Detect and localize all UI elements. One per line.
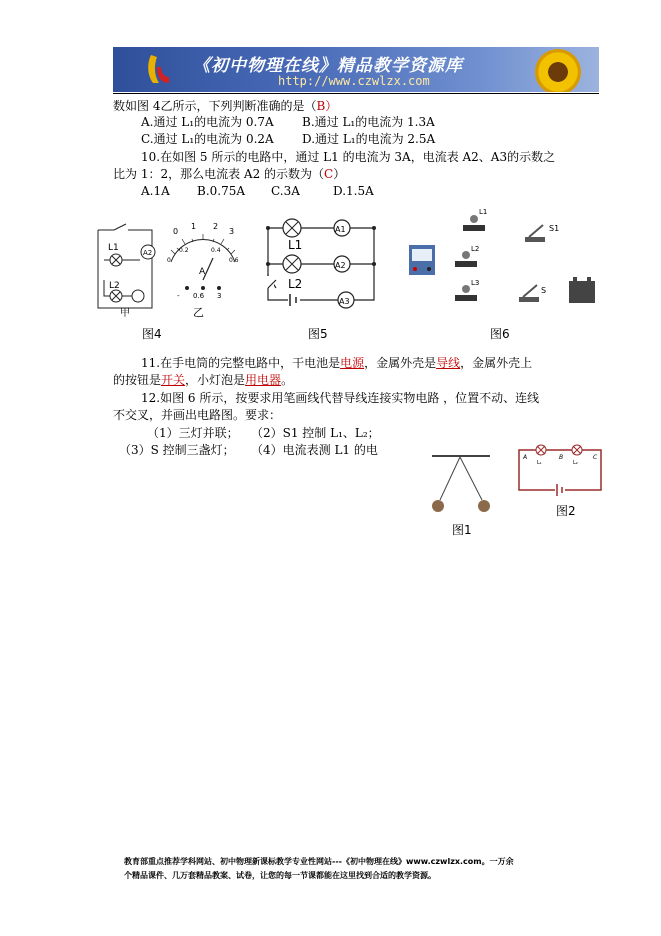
footer-line1: 教育部重点推荐学科网站、初中物理新课标教学专业性网站---《初中物理在线》www.czwlzx.com。一万余 [124,857,514,866]
figure6-caption: 图6 [490,327,510,341]
figure4-label-yi: 乙 [193,306,204,318]
q12-req3: （3）S 控制三盏灯； [119,443,235,457]
sunflower-icon [535,49,581,92]
q10-answer: C [324,167,334,181]
svg-text:A3: A3 [339,297,350,306]
figure4-ammeter [163,222,241,318]
svg-text:0.2: 0.2 [179,247,189,254]
figure1-pith-balls [426,452,496,518]
q10-option-b: B.0.75A [197,184,246,198]
svg-text:2: 2 [213,222,219,231]
figure4-caption: 图4 [142,327,162,341]
q10-option-d: D.1.5A [333,184,374,198]
q10-option-c: C.3A [271,184,300,198]
svg-text:A1: A1 [335,225,346,234]
svg-text:A: A [523,454,528,461]
site-logo-icon [145,53,171,87]
ammeter-device-icon [409,245,435,275]
lamp-l2-device-icon [455,245,479,267]
figure4-circuit-a [92,220,162,320]
svg-text:S1: S1 [549,224,560,233]
q10-line1: 10.在如图 5 所示的电路中，通过 L1 的电流为 3A，电流表 A2、A3的示数之 [141,150,556,164]
switch-s1-icon [525,224,559,242]
svg-text:0.4: 0.4 [211,247,221,254]
q11-line1: 11.在手电筒的完整电路中，干电池是电源，金属外壳是导线，金属外壳上 [141,356,533,370]
svg-text:0.6: 0.6 [193,292,205,300]
svg-text:C: C [593,454,598,461]
figure2-caption: 图2 [556,504,576,518]
svg-text:0: 0 [167,257,171,264]
figure1-caption: 图1 [452,523,472,537]
svg-text:L₂: L₂ [573,460,578,466]
svg-text:L1: L1 [288,238,303,252]
figure5-caption: 图5 [308,327,328,341]
header-banner [113,47,599,92]
q10-option-a: A.1A [141,184,170,198]
svg-text:1: 1 [191,222,197,231]
q9-intro: 数如图 4乙所示，下列判断准确的是（B） [113,99,338,113]
q12-line1: 12.如图 6 所示，按要求用笔画线代替导线连接实物电路 ，位置不动、连线 [141,391,540,405]
svg-text:B: B [559,454,564,461]
header-title: 《初中物理在线》精品教学资源库 [193,56,463,76]
q9-option-d: D.通过 L₁的电流为 2.5A [302,132,436,146]
battery-device-icon [569,277,595,303]
figure6-components [405,203,605,315]
svg-text:0: 0 [173,227,179,236]
svg-text:0.6: 0.6 [229,257,239,264]
figure4-label-jia: 甲 [120,308,130,319]
svg-text:-: - [177,292,180,300]
q11-answer-1: 电源 [340,356,365,370]
svg-text:3: 3 [229,227,235,236]
svg-text:L2: L2 [288,277,303,291]
q12-line2: 不交叉，并画出电路图。要求： [113,408,282,422]
q11-answer-3: 开关 [161,373,186,387]
q12-req2: （2）S1 控制 L₁、L₂； [251,426,380,440]
ball-right-icon [478,500,490,512]
header-divider [113,93,599,94]
svg-text:L3: L3 [471,279,480,287]
lamp-l3-device-icon [455,279,479,301]
q9-option-b: B.通过 L₁的电流为 1.3A [302,115,435,129]
figure2-circuit [515,442,607,498]
q9-answer: B [316,99,326,113]
svg-text:3: 3 [217,292,222,300]
ball-left-icon [432,500,444,512]
svg-text:L2: L2 [471,245,480,253]
svg-text:A: A [199,267,206,277]
q9-option-a: A.通过 L₁的电流为 0.7A [141,115,274,129]
svg-text:S: S [541,286,547,295]
svg-text:A2: A2 [143,249,153,257]
ammeter-a1-icon [132,290,144,302]
header-url[interactable]: http://www.czwlzx.com [278,74,430,88]
svg-text:L1: L1 [479,208,488,216]
q11-line2: 的按钮是开关，小灯泡是用电器。 [113,373,294,387]
figure5-circuit [262,218,382,310]
svg-text:L₁: L₁ [537,460,542,466]
q11-answer-2: 导线 [436,356,461,370]
lamp-l1-device-icon [463,208,487,231]
q9-option-c: C.通过 L₁的电流为 0.2A [141,132,274,146]
svg-text:L2: L2 [109,281,120,291]
svg-text:A2: A2 [335,261,346,270]
q10-line2: 比为 1：2，那么电流表 A2 的示数为（C） [113,167,346,181]
svg-text:L1: L1 [108,243,119,253]
footer-line2: 个精品课件、几万套精品教案、试卷，让您的每一节课都能在这里找到合适的教学资源。 [124,871,436,880]
q11-answer-4: 用电器 [245,373,282,387]
q12-req1: （1）三灯并联； [147,426,239,440]
q12-req4: （4）电流表测 L1 的电 [251,443,378,457]
switch-s-icon [519,285,546,302]
